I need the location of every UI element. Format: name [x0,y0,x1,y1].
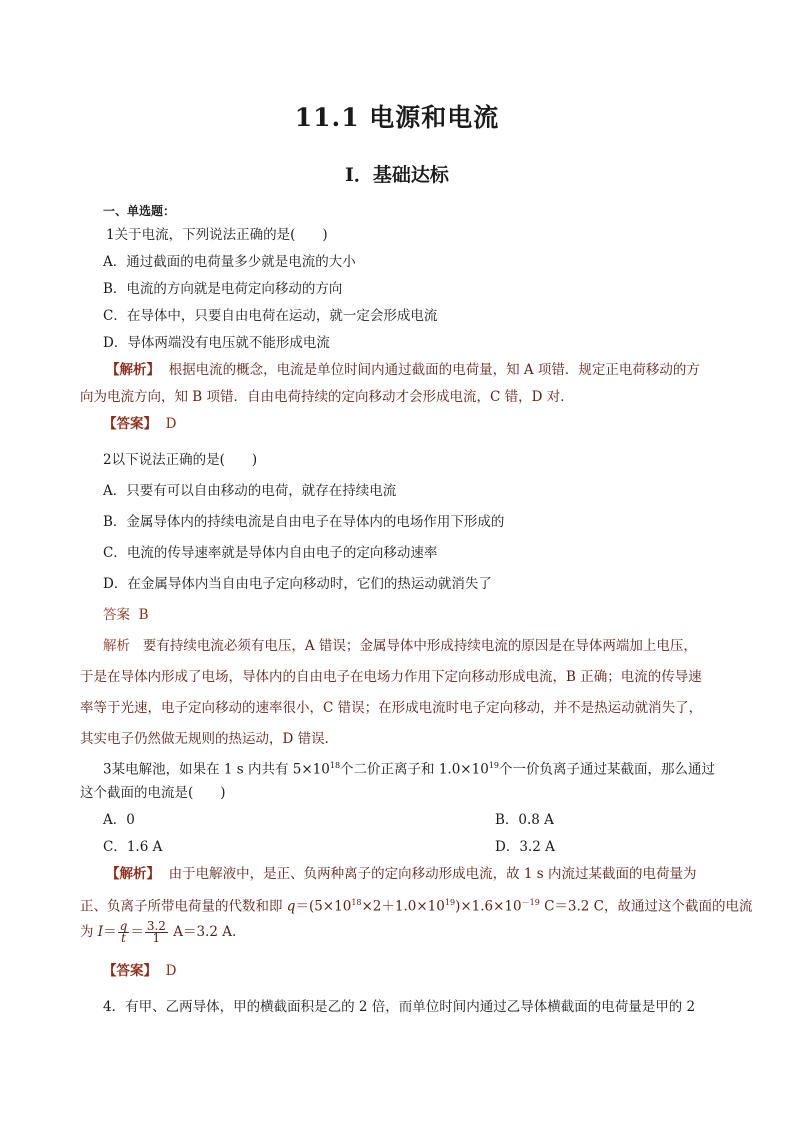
formula-part: ＝ [103,924,117,940]
q3-exponent: 19 [488,761,499,770]
q2-analysis-line3: 率等于光速，电子定向移动的速率很小，C 错误；在形成电流时电子定向移动，并不是热运动就消失了， [80,700,703,716]
q2-analysis-line1 [103,637,697,655]
formula-part: A＝3.2 A. [168,924,237,940]
page-title: 11.1 电源和电流 [294,103,500,132]
q3-stem-line1 [103,757,715,779]
q3-analysis-text: 由于电解液中，是正、负两种离子的定向移动形成电流，故 1 s 内流过某截面的电荷量为 [168,866,697,882]
q2-option-b: B．金属导体内的持续电流是自由电子在导体内的电场作用下形成的 [103,514,505,530]
q2-option-d: D．在金属导体内当自由电子定向移动时，它们的热运动就消失了 [103,576,492,592]
q3-option-a: A．0 [103,812,135,828]
analysis-tag: 【解析】 [106,362,160,378]
q3-analysis-line3 [80,919,236,945]
formula-part: ＝(5×10 [295,898,352,915]
q3-stem-part: 3某电解池，如果在 1 s 内共有 5×10 [103,761,330,778]
q3-option-d: D．3.2 A [495,839,555,855]
q1-analysis-text: 根据电流的概念，电流是单位时间内通过截面的电荷量，知 A 项错．规定正电荷移动的方 [168,362,700,378]
analysis-tag: 解析 [103,638,130,654]
q3-stem-part: 个二价正离子和 1.0×10 [340,761,489,778]
q1-option-b: B．电流的方向就是电荷定向移动的方向 [103,281,343,297]
q1-option-d: D．导体两端没有电压就不能形成电流 [103,335,330,351]
q3-answer [103,962,176,980]
answer-tag: 答案 [103,607,130,623]
formula-part: I [97,924,104,940]
formula-part: ×2＋1.0×10 [361,898,445,915]
analysis-tag: 【解析】 [106,866,160,882]
formula-part: C＝3.2 C，故通过这个截面的电流 [539,898,753,915]
q2-answer [103,606,149,624]
formula-exponent: －19 [521,898,540,907]
q1-option-a: A．通过截面的电荷量多少就是电流的大小 [103,254,356,270]
q1-stem: 1关于电流，下列说法正确的是( ) [106,227,328,243]
q3-option-b: B．0.8 A [495,812,554,828]
formula-part: 为 [80,924,98,940]
fraction-numerator: 3.2 [146,919,166,933]
fraction-values [145,921,168,944]
q3-answer-value: D [165,963,177,979]
fraction-q-over-t [118,921,130,944]
fraction-denominator: 1 [152,931,161,945]
q2-answer-value: B [138,607,149,623]
q2-analysis-line4: 其实电子仍然做无规则的热运动，D 错误． [80,731,339,747]
q3-analysis-line1 [106,865,696,883]
q2-option-a: A．只要有可以自由移动的电荷，就存在持续电流 [103,483,397,499]
q1-analysis-line2: 向为电流方向，知 B 项错．自由电荷持续的定向移动才会形成电流，C 错，D 对． [80,389,574,405]
formula-exponent: 18 [351,898,362,907]
q4-stem-line1: 4．有甲、乙两导体，甲的横截面积是乙的 2 倍，而单位时间内通过乙导体横截面的电荷量是甲的 2 [103,999,696,1015]
q1-answer-value: D [165,416,177,432]
q3-exponent: 18 [329,761,341,770]
q3-analysis-line2 [80,894,753,916]
formula-exponent: 19 [444,898,456,907]
answer-tag: 【答案】 [103,963,157,979]
q2-option-c: C．电流的传导速率就是导体内自由电子的定向移动速率 [103,545,438,561]
question-type-label: 一、单选题： [103,204,176,218]
q3-stem-part: 个一价负离子通过某截面，那么通过 [499,761,715,778]
formula-part: )×1.6×10 [455,898,522,915]
q2-analysis-text: 要有持续电流必须有电压，A 错误；金属导体中形成持续电流的原因是在导体两端加上电压， [142,638,697,654]
q3-stem-line2: 这个截面的电流是( ) [80,785,226,801]
section-heading: Ⅰ．基础达标 [345,164,449,186]
formula-part: ＝ [130,924,144,940]
q1-option-c: C．在导体中，只要自由电荷在运动，就一定会形成电流 [103,308,438,324]
q2-stem: 2以下说法正确的是( ) [103,452,258,468]
fraction-numerator: q [119,919,128,933]
answer-tag: 【答案】 [103,416,157,432]
q1-answer [103,415,176,433]
formula-part: 正、负离子所带电荷量的代数和即 [80,898,287,915]
formula-part: q [286,898,296,915]
fraction-denominator: t [121,931,126,945]
q2-analysis-line2: 于是在导体内形成了电场，导体内的自由电子在电场力作用下定向移动形成电流，B 正确；电流的传导速 [80,669,702,685]
q1-analysis-line1 [106,361,700,379]
q3-option-c: C．1.6 A [103,839,163,855]
